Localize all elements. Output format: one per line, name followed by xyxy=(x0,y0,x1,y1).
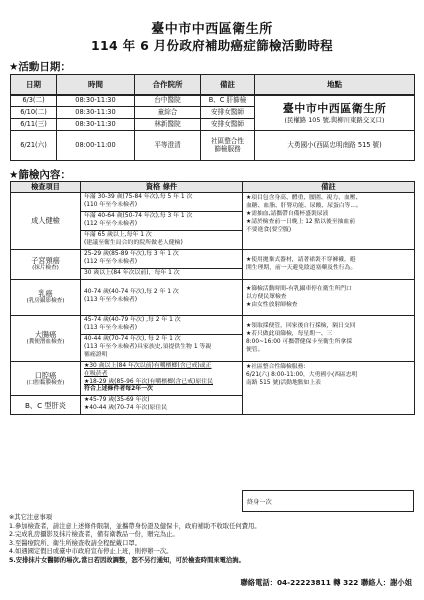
schedule-time: 08:00-11:00 xyxy=(57,131,135,161)
liver-remark-cell xyxy=(242,490,414,512)
schedule-row xyxy=(11,131,415,161)
remark-cell xyxy=(243,249,415,279)
schedule-partner: 台中醫院 xyxy=(135,95,201,107)
criteria-line: 罹癌證明 xyxy=(84,351,108,358)
remark-line: ★領取採便管，回家後自行採檢，隔日交回 xyxy=(246,322,356,329)
schedule-heading: ★活動日期： xyxy=(9,61,71,73)
schedule-time: 08:30-11:30 xyxy=(57,119,135,131)
remark-line: ★篩檢活動時間-有乳攝車停在衛生所門口 xyxy=(246,285,352,292)
item-label: B、C 型肝炎 xyxy=(25,400,66,410)
criteria-cell xyxy=(81,279,243,315)
remark-line: ★由女性放射師檢查 xyxy=(246,301,298,308)
criteria-line: ★18-29 歲(85-96 年次)有嚼檳榔(含已戒)原住民 xyxy=(84,378,214,385)
schedule-note: B、C 肝篩檢 xyxy=(201,95,255,107)
criteria-cell xyxy=(81,268,243,279)
note-item: 3.至醫療院所、衛生所檢查收請全程配戴口罩。 xyxy=(9,539,141,547)
remark-line: ★若只做此項篩檢，每星期一、三 xyxy=(246,330,333,337)
criteria-line: (113 年至今未檢者)具家族史,須提供生物 1 等親 xyxy=(84,343,212,350)
remark-line: 終身一次 xyxy=(247,499,272,506)
criteria-line: 年滿 40-64 歲(50-74 年次),每 3 年 1 次 xyxy=(84,212,193,219)
item-sublabel: (乳房攝影檢查) xyxy=(26,298,65,305)
note-item: 5.安排抹片女醫師的場次,當日若因故調整，恕不另行通知，可於檢查時間來電洽詢。 xyxy=(9,556,245,564)
screening-table xyxy=(10,181,415,415)
header-remark: 備註 xyxy=(243,182,415,193)
screening-row xyxy=(11,193,415,212)
criteria-line: 在吸菸者 xyxy=(84,370,108,377)
note-item: 1.參加檢查者，請注意上述條件限制，並攜帶身份證及健保卡，政府補助不收取任何費用。 xyxy=(9,522,261,530)
schedule-partner: 童綜合 xyxy=(135,107,201,119)
location-main-address: (民權路 105 號,與柳川東路交叉口) xyxy=(284,115,385,124)
criteria-line: (113 年至今未檢者) xyxy=(84,324,138,331)
remark-line: 開生理期，前一天避免陰道塞藥及性行為。 xyxy=(246,264,357,271)
remark-line: ★社區整合性篩檢服務: xyxy=(246,363,306,370)
remark-line: ★需抽血,請攜帶自備杯盛裝尿液 xyxy=(246,210,329,217)
schedule-table xyxy=(10,74,415,161)
item-label: 口腔癌 xyxy=(34,370,57,380)
criteria-cell xyxy=(81,211,243,230)
criteria-line: 年滿 30-39 歲(75-84 年次),每 5 年 1 次 xyxy=(84,194,193,200)
location-alt: 大勇國小(西區忠明南路 515 號) xyxy=(255,131,415,161)
item-sublabel: (口腔黏膜檢查) xyxy=(26,379,65,386)
criteria-line: 45-74 歲(40-79 年次) ,每 2 年 1 次 xyxy=(84,316,181,323)
criteria-line: ★30 歲以上(84 年次以前)有嚼檳榔(含已戒)或正 xyxy=(84,362,212,369)
schedule-header-row xyxy=(11,75,415,95)
header-criteria: 資格 條件 xyxy=(81,182,243,193)
remark-cell xyxy=(243,193,415,250)
criteria-line: (112 年至今未檢者) xyxy=(84,258,138,265)
schedule-date: 6/3(二) xyxy=(11,95,57,107)
item-cervical xyxy=(11,249,81,279)
schedule-time: 08:30-11:30 xyxy=(57,95,135,107)
remark-line: 8:00~16:00 可攜帶健保卡至衛生所拿採 xyxy=(246,338,352,345)
schedule-note: 安排女醫師 xyxy=(201,119,255,131)
item-sublabel: (抹片檢查) xyxy=(32,265,59,272)
criteria-line: 30 歲以上(84 年次以前)，每年 1 次 xyxy=(84,269,180,276)
criteria-cell xyxy=(81,249,243,268)
header-note: 備註 xyxy=(201,75,255,95)
criteria-line: 40-74 歲(40-74 年次),每 2 年 1 次 xyxy=(84,289,179,296)
remark-cell xyxy=(243,361,415,415)
header-location: 地點 xyxy=(255,75,415,95)
location-main-cell xyxy=(255,95,415,131)
schedule-date: 6/10(二) xyxy=(11,107,57,119)
criteria-line: (113 年至今未檢者) xyxy=(84,297,138,304)
criteria-line: ★40-44 歲(70-74 年次)原住民 xyxy=(84,405,168,412)
schedule-partner: 林新醫院 xyxy=(135,119,201,131)
remark-line: 以方便民眾檢查 xyxy=(246,293,287,300)
schedule-date: 6/21(六) xyxy=(11,131,57,161)
item-label: 成人健檢 xyxy=(31,216,60,226)
header-item: 檢查項目 xyxy=(11,182,81,193)
event-title: 114 年 6 月份政府補助癌症篩檢活動時程 xyxy=(91,38,333,53)
clinic-title: 臺中市中西區衛生所 xyxy=(151,22,273,37)
criteria-line: 符合上述條件者每2年一次 xyxy=(84,386,153,393)
schedule-partner: 平等澄清 xyxy=(135,131,201,161)
screening-row xyxy=(11,361,415,396)
schedule-date: 6/11(三) xyxy=(11,119,57,131)
screening-row xyxy=(11,279,415,315)
criteria-cell xyxy=(81,230,243,249)
criteria-line: (建議至衛生局合約的院所做老人健檢) xyxy=(84,239,183,246)
remark-line: ★請於檢查前一日晚上 12 點以後至抽血前 xyxy=(246,218,356,225)
criteria-line: (112 年至今未檢者) xyxy=(84,220,138,227)
screening-header-row xyxy=(11,182,415,193)
schedule-note: 安排女醫師 xyxy=(201,107,255,119)
remark-line: 南路 515 號)活動地點如上表 xyxy=(246,379,321,386)
item-colon xyxy=(11,315,81,361)
remark-line: 血糖、血脂、肝腎功能、尿酸、尿蛋白等...。 xyxy=(246,202,362,209)
item-sublabel: (糞便潛血檢查) xyxy=(26,339,65,346)
remark-line: 不要進食(要空腹) xyxy=(246,226,292,233)
schedule-time: 08:30-11:30 xyxy=(57,107,135,119)
item-breast xyxy=(11,279,81,315)
header-time: 時間 xyxy=(57,75,135,95)
notes-heading: ※其它注意事項 xyxy=(9,514,53,521)
remark-line: ★使用拋棄式器材，請著裙裝不穿褲襪，避 xyxy=(246,256,356,263)
schedule-row xyxy=(11,95,415,107)
criteria-cell xyxy=(81,193,243,212)
note-item: 2.完成乳房攝影及抹片檢查者，備有衛教品一份，贈完為止。 xyxy=(9,531,179,538)
remark-line: 便管。 xyxy=(246,346,264,353)
criteria-cell xyxy=(81,315,243,334)
screening-heading: ★篩檢內容： xyxy=(9,169,71,181)
criteria-cell xyxy=(81,334,243,361)
item-adult xyxy=(11,193,81,250)
contact-line: 聯絡電話：04-22223811 轉 322 聯絡人：謝小姐 xyxy=(240,578,412,587)
item-label: 子宮頸癌 xyxy=(31,256,60,266)
note-item: 4.如遇國定假日或臺中市政府宣布停止上班，則停辦一次。 xyxy=(9,548,173,555)
screening-row xyxy=(11,315,415,334)
item-oral xyxy=(11,361,81,396)
item-label: 乳癌 xyxy=(38,289,53,299)
criteria-line: 40-44 歲(70-74 年次), 每 2 年 1 次 xyxy=(84,335,181,342)
location-main: 臺中市中西區衛生所 xyxy=(282,101,387,115)
remark-line: ★項目包含身高、體重、腰圍、視力、血壓、 xyxy=(246,195,362,201)
header-date: 日期 xyxy=(11,75,57,95)
screening-row xyxy=(11,249,415,268)
criteria-line: 年滿 65 歲以上,每年 1 次 xyxy=(84,231,152,238)
schedule-note: 社區整合性 篩檢服務 xyxy=(201,131,255,161)
item-liver xyxy=(11,396,81,415)
remark-cell xyxy=(243,315,415,361)
remark-cell xyxy=(243,279,415,315)
criteria-cell xyxy=(81,396,243,415)
criteria-cell xyxy=(81,361,243,396)
notes-section xyxy=(9,514,415,565)
header-partner: 合作院所 xyxy=(135,75,201,95)
item-label: 大腸癌 xyxy=(34,330,57,340)
remark-line: 6/21(六) 8:00-11:00，大勇國小(西區忠明 xyxy=(246,371,358,378)
criteria-line: (110 年至今未檢者) xyxy=(84,201,138,208)
criteria-line: ★45-79 歲(35-69 年次) xyxy=(84,397,150,404)
criteria-line: 25-29 歲(85-89 年次),每 3 年 1 次 xyxy=(84,250,179,257)
